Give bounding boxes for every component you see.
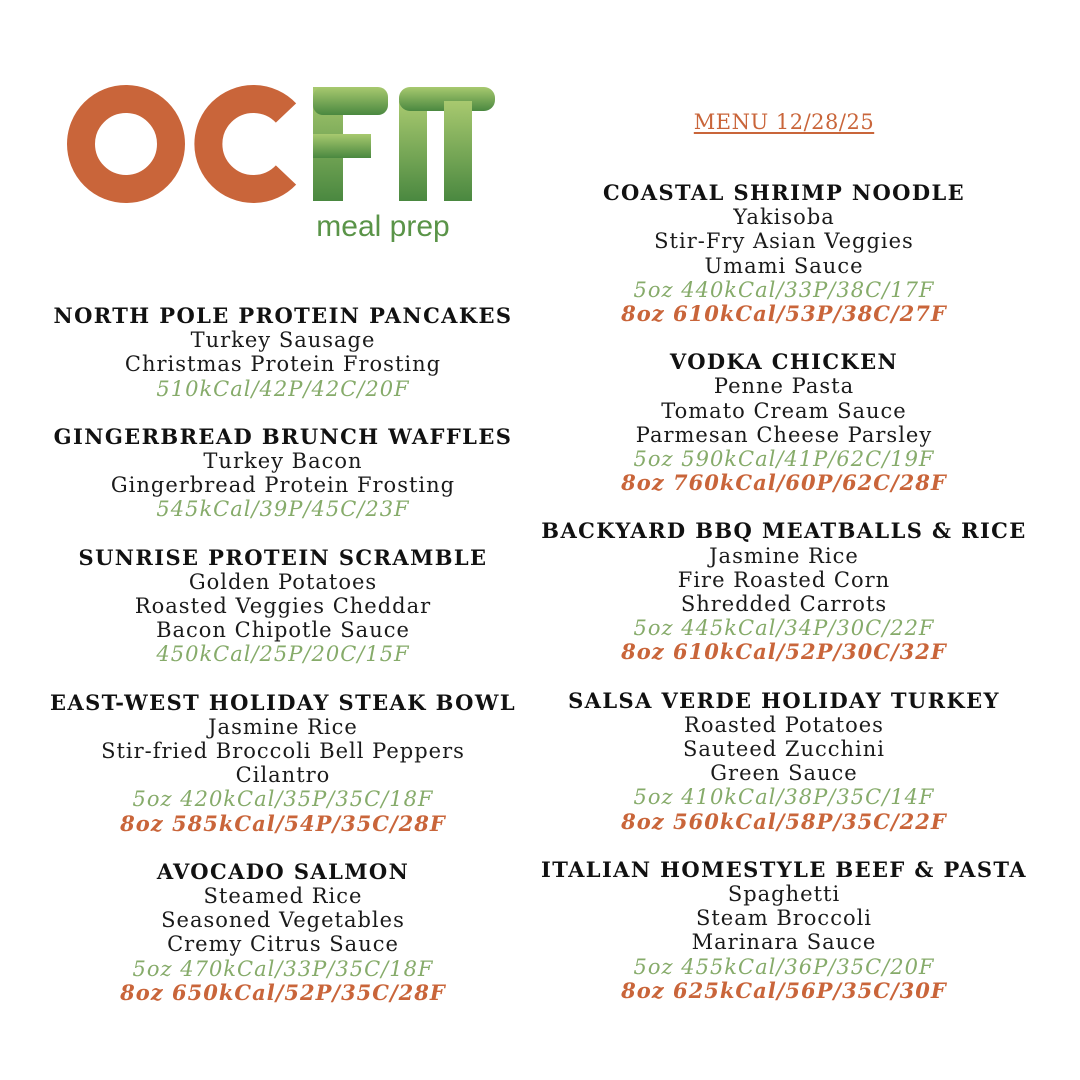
nutrition-8oz: 8oz 760kCal/60P/62C/28F bbox=[621, 470, 947, 496]
menu-item-side: Jasmine Rice bbox=[709, 543, 859, 568]
menu-item-name: SALSA VERDE HOLIDAY TURKEY bbox=[568, 687, 1000, 713]
nutrition-5oz: 5oz 420kCal/35P/35C/18F bbox=[132, 787, 434, 812]
nutrition-8oz: 8oz 585kCal/54P/35C/28F bbox=[120, 810, 446, 836]
nutrition-8oz: 8oz 610kCal/53P/38C/27F bbox=[621, 301, 947, 327]
menu-item-side: Roasted Veggies Cheddar bbox=[134, 594, 432, 619]
logo-letter-o bbox=[81, 99, 171, 189]
menu-item-name: AVOCADO SALMON bbox=[156, 858, 410, 884]
menu-item-side: Roasted Potatoes bbox=[684, 712, 884, 737]
menu-item-name: GINGERBREAD BRUNCH WAFFLES bbox=[53, 423, 513, 449]
menu-item-side: Gingerbread Protein Frosting bbox=[110, 473, 456, 498]
menu-item bbox=[23, 691, 543, 836]
menu-item bbox=[23, 425, 543, 522]
menu-item-name: EAST-WEST HOLIDAY STEAK BOWL bbox=[50, 689, 516, 715]
nutrition-5oz: 545kCal/39P/45C/23F bbox=[156, 497, 410, 522]
menu-item-name: COASTAL SHRIMP NOODLE bbox=[602, 180, 966, 205]
menu-column-left bbox=[23, 304, 543, 1029]
nutrition-5oz: 5oz 590kCal/41P/62C/19F bbox=[633, 447, 935, 472]
nutrition-8oz: 8oz 610kCal/52P/30C/32F bbox=[621, 639, 947, 665]
menu-item-side: Marinara Sauce bbox=[691, 930, 877, 955]
menu-item-side: Yakisoba bbox=[733, 205, 835, 230]
nutrition-5oz: 5oz 470kCal/33P/35C/18F bbox=[132, 956, 434, 981]
menu-item bbox=[23, 546, 543, 667]
menu-item-side: Turkey Bacon bbox=[203, 449, 363, 474]
nutrition-5oz: 5oz 440kCal/33P/38C/17F bbox=[633, 277, 935, 302]
menu-item-side: Seasoned Vegetables bbox=[161, 908, 405, 933]
nutrition-5oz: 5oz 445kCal/34P/30C/22F bbox=[633, 616, 935, 641]
logo-letter-f bbox=[313, 87, 388, 201]
menu-item-side: Sauteed Zucchini bbox=[683, 737, 885, 762]
menu-item bbox=[524, 689, 1044, 834]
ocfit-logo bbox=[66, 84, 498, 244]
menu-item-side: Christmas Protein Frosting bbox=[124, 352, 442, 377]
menu-item bbox=[524, 181, 1044, 326]
menu-item-side: Stir-fried Broccoli Bell Peppers bbox=[101, 739, 465, 764]
menu-item-side: Cremy Citrus Sauce bbox=[167, 932, 399, 957]
nutrition-5oz: 450kCal/25P/20C/15F bbox=[156, 642, 410, 667]
menu-item-side: Cilantro bbox=[235, 763, 331, 788]
menu-item-side: Parmesan Cheese Parsley bbox=[635, 422, 933, 447]
menu-item-name: BACKYARD BBQ MEATBALLS & RICE bbox=[541, 518, 1027, 544]
menu-item-side: Steamed Rice bbox=[203, 884, 363, 909]
menu-item-side: Penne Pasta bbox=[713, 374, 855, 399]
menu-item-side: Turkey Sausage bbox=[190, 328, 376, 353]
nutrition-5oz: 5oz 455kCal/36P/35C/20F bbox=[633, 954, 935, 979]
menu-item bbox=[524, 519, 1044, 664]
menu-column-right bbox=[524, 181, 1044, 1027]
menu-item-name: SUNRISE PROTEIN SCRAMBLE bbox=[78, 544, 488, 570]
menu-item-side: Stir-Fry Asian Veggies bbox=[654, 229, 914, 254]
nutrition-8oz: 8oz 560kCal/58P/35C/22F bbox=[621, 808, 947, 834]
menu-item bbox=[524, 350, 1044, 495]
menu-item-side: Steam Broccoli bbox=[695, 906, 873, 931]
menu-item-side: Golden Potatoes bbox=[188, 569, 378, 594]
logo-letter-i bbox=[399, 101, 427, 201]
menu-item-side: Shredded Carrots bbox=[680, 592, 888, 617]
logo-letter-c bbox=[208, 99, 286, 189]
nutrition-5oz: 510kCal/42P/42C/20F bbox=[156, 376, 410, 401]
menu-item-side: Spaghetti bbox=[727, 882, 841, 907]
menu-item bbox=[23, 860, 543, 1005]
menu-item bbox=[23, 304, 543, 401]
menu-item-side: Green Sauce bbox=[710, 761, 858, 786]
ocfit-logo-graphic bbox=[66, 84, 498, 244]
menu-item-side: Umami Sauce bbox=[704, 253, 864, 278]
menu-item-name: NORTH POLE PROTEIN PANCAKES bbox=[53, 303, 513, 328]
nutrition-5oz: 5oz 410kCal/38P/35C/14F bbox=[633, 785, 935, 810]
menu-item bbox=[524, 858, 1044, 1003]
logo-tagline: meal prep bbox=[316, 210, 450, 243]
menu-item-side: Bacon Chipotle Sauce bbox=[156, 618, 410, 643]
menu-item-side: Fire Roasted Corn bbox=[677, 567, 891, 592]
menu-date-title: MENU 12/28/25 bbox=[693, 110, 875, 134]
menu-item-side: Jasmine Rice bbox=[208, 714, 358, 739]
nutrition-8oz: 8oz 650kCal/52P/35C/28F bbox=[120, 979, 446, 1005]
nutrition-8oz: 8oz 625kCal/56P/35C/30F bbox=[621, 977, 947, 1003]
menu-item-name: VODKA CHICKEN bbox=[669, 349, 899, 375]
menu-item-name: ITALIAN HOMESTYLE BEEF & PASTA bbox=[541, 856, 1027, 882]
menu-item-side: Tomato Cream Sauce bbox=[661, 398, 907, 423]
